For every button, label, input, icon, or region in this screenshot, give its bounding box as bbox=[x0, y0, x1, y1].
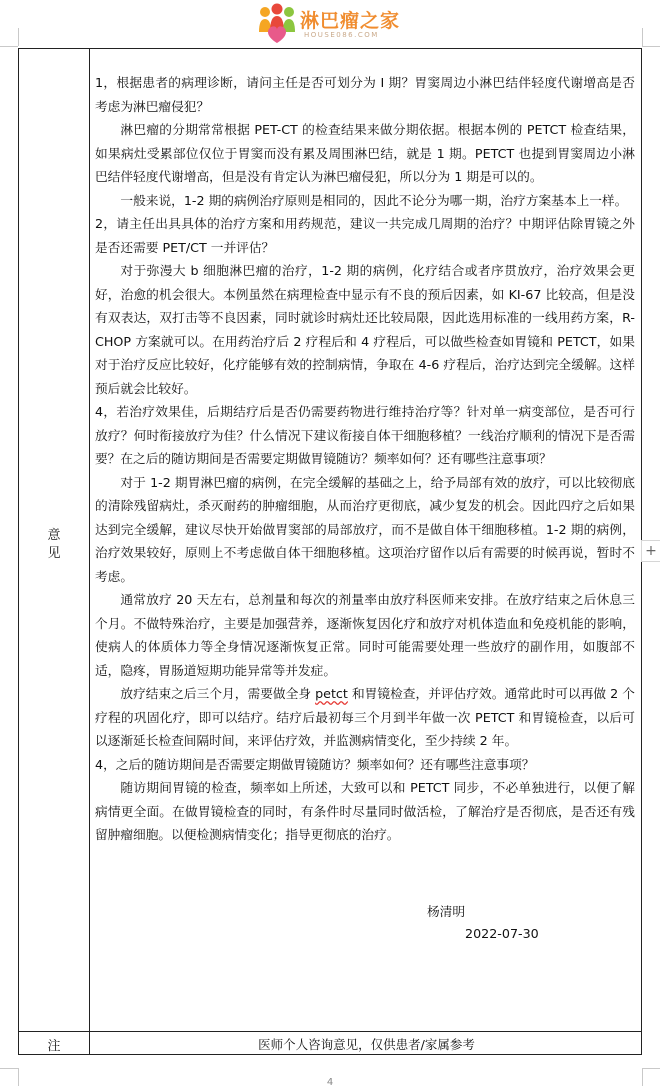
note-text: 医师个人咨询意见，仅供患者/家属参考 bbox=[258, 1037, 475, 1052]
spellcheck-word: petct bbox=[315, 686, 348, 701]
row-divider bbox=[19, 1031, 641, 1032]
doctor-signature: 杨清明 bbox=[427, 904, 466, 919]
answer-2: 对于弥漫大 b 细胞淋巴瘤的治疗，1-2 期的病例，化疗结合或者序贯放疗，治疗效果会更好，治愈的机会很大。本例虽然在病理检查中显示有不良的预后因素，如 KI-67 比较高，但是没有双表达，双打击等不良因素，同时就诊时病灶还比较局限，因此选用标准的一线用药方案，R-CHOP 方案就可以。在用药治疗后 2 疗程后和 4 疗程后，可以做些检查如胃镜和 PETCT，如果对于治疗反应比较好，化疗能够有效的控制病情，争取在 4-6 疗程后，治疗达到完全缓解。这样预后就会比较好。 bbox=[95, 263, 635, 396]
site-logo bbox=[254, 2, 444, 46]
family-icon bbox=[254, 2, 300, 46]
question-4: 4，之后的随访期间是否需要定期做胃镜随访？频率如何？还有哪些注意事项？ bbox=[95, 756, 535, 772]
page-number: 4 bbox=[326, 1077, 334, 1088]
opinion-label bbox=[19, 527, 89, 563]
crop-mark-tr-h bbox=[642, 46, 660, 47]
question-1: 1，根据患者的病理诊断，请问主任是否可划分为 I 期？胃窦周边小淋巴结伴轻度代谢增高是否考虑为淋巴瘤侵犯？ bbox=[95, 75, 635, 114]
answer-3-para-3-post: 和胃镜检查，并评估疗效。通常此时可以再做 2 个疗程的巩固化疗，即可以结疗。结疗后最初每三个月到半年做一次 PETCT 和胃镜检查，以后可以逐渐延长检查间隔时间，来评估疗效，并监测病情变化，至少持续 2 年。 bbox=[95, 686, 635, 748]
question-3: 4，若治疗效果佳，后期结疗后是否仍需要药物进行维持治疗等？针对单一病变部位，是否可行放疗？何时衔接放疗为佳？什么情况下建议衔接自体干细胞移植？一线治疗顺利的情况下是否需要？在之后的随访期间是否需要定期做胃镜随访？频率如何？还有哪些注意事项？ bbox=[95, 404, 635, 466]
crop-mark-tr-v bbox=[642, 28, 643, 46]
note-label: 注 bbox=[47, 1039, 61, 1054]
answer-4: 随访期间胃镜的检查，频率如上所述，大致可以和 PETCT 同步，不必单独进行，以便了解病情更全面。在做胃镜检查的同时，有条件时尽量同时做活检，了解治疗是否彻底，是否还有残留肿瘤细胞。以便检测病情变化；指导更彻底的治疗。 bbox=[95, 780, 635, 842]
logo-subtitle: HOUSE086.COM bbox=[304, 31, 379, 39]
answer-1-para-2: 一般来说，1-2 期的病例治疗原则是相同的，因此不论分为哪一期，治疗方案基本上一样。 bbox=[120, 192, 628, 208]
add-button[interactable]: + bbox=[641, 540, 660, 562]
logo-title: 淋巴瘤之家 bbox=[300, 10, 401, 32]
answer-3-para-3-pre: 放疗结束之后三个月，需要做全身 bbox=[120, 686, 316, 701]
answer-3-para-2: 通常放疗 20 天左右，总剂量和每次的剂量率由放疗科医师来安排。在放疗结束之后休息三个月。不做特殊治疗，主要是加强营养，逐渐恢复因化疗和放疗对机体造血和免疫机能的影响，使病人的体质体力等全身情况逐渐恢复正常。同时可能需要处理一些放疗的副作用，如腹部不适，隐疼，胃肠道短期功能异常等并发症。 bbox=[95, 592, 635, 678]
opinion-table bbox=[18, 48, 642, 1055]
opinion-content bbox=[95, 71, 635, 847]
answer-3-para-3 bbox=[95, 682, 635, 753]
crop-mark-tl-h bbox=[0, 46, 18, 47]
opinion-label-char-1: 意 bbox=[47, 528, 61, 543]
crop-mark-tl-v bbox=[18, 28, 19, 46]
answer-3-para-1: 对于 1-2 期胃淋巴瘤的病例，在完全缓解的基础之上，给予局部有效的放疗，可以比较彻底的清除残留病灶，杀灭耐药的肿瘤细胞，从而治疗更彻底，减少复发的机会。因此四疗之后如果达到完全缓解，建议尽快开始做胃窦部的局部放疗，而不是做自体干细胞移植。1-2 期的病例，治疗效果较好，原则上不考虑做自体干细胞移植。这项治疗留作以后有需要的时候再说，暂时不考虑。 bbox=[95, 474, 635, 584]
signature-date: 2022-07-30 bbox=[465, 926, 539, 941]
question-2: 2，请主任出具具体的治疗方案和用药规范，建议一共完成几周期的治疗？中期评估除胃镜之外是否还需要 PET/CT 一并评估？ bbox=[95, 216, 635, 255]
column-divider bbox=[89, 49, 90, 1054]
crop-mark-br-h bbox=[642, 1068, 660, 1069]
opinion-label-char-2: 见 bbox=[47, 546, 61, 561]
crop-mark-bl-h bbox=[0, 1068, 18, 1069]
answer-1-para-1: 淋巴瘤的分期常常根据 PET-CT 的检查结果来做分期依据。根据本例的 PETCT 检查结果，如果病灶受累部位仅位于胃窦而没有累及周围淋巴结，就是 1 期。PETCT 也提到胃窦周边小淋巴结伴轻度代谢增高，但是没有肯定认为淋巴瘤侵犯，所以分为 1 期是可以的。 bbox=[95, 122, 635, 184]
